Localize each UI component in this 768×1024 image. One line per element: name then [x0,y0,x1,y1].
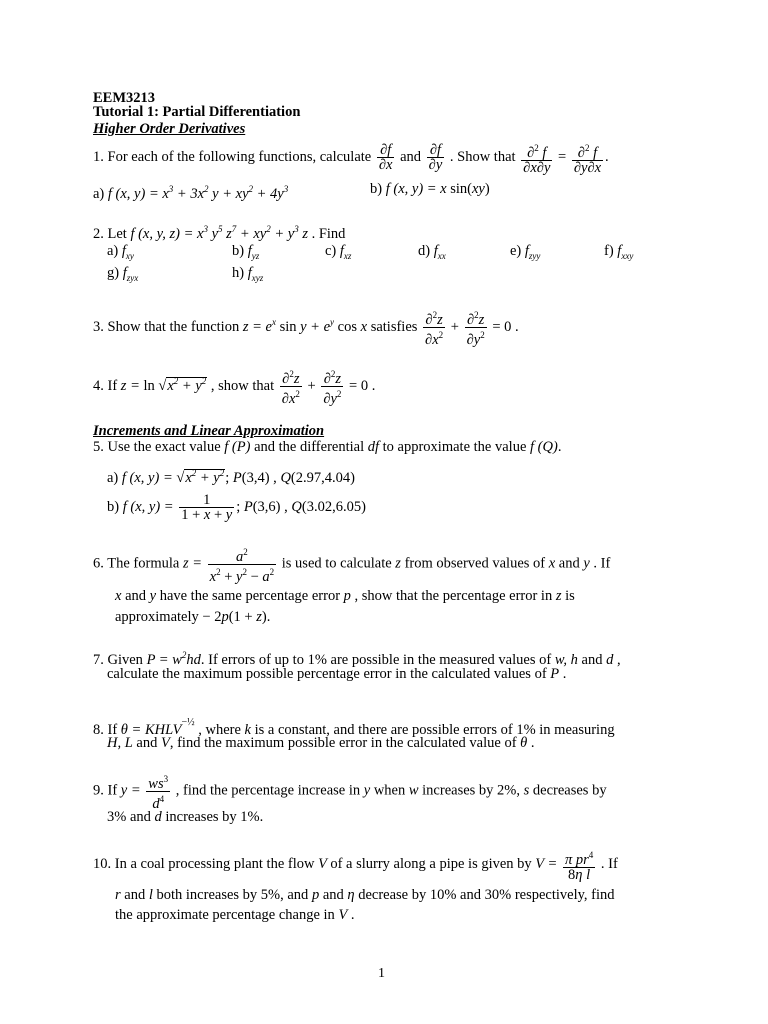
q1-show: . Show that [449,149,516,165]
q1a-label: a) [93,185,105,202]
q9-when: when [373,782,406,799]
q7-text: 7. Given [93,651,143,668]
q5-end: to approximate the value [382,439,527,455]
q10-if: . If [600,856,618,872]
q10-rest: of a slurry along a pipe is given by [330,856,532,872]
q5-text: 5. Use the exact value [93,439,221,455]
section-heading-higher-order: Higher Order Derivatives [93,121,246,137]
section-heading-increments: Increments and Linear Approximation [93,423,325,439]
q2e-label: e) [510,243,522,259]
question-4: 4. If $z = \ln √x^2 + y^2$ , show that $\frac{\partial^2z}{\partial x^2}$ + $\frac{\partial^2z}{\partial y^2}$ = 0 . [93,369,376,407]
q5a-label: a) [107,469,119,486]
q8-rest: , where [198,722,241,738]
q6-line2a: and [125,588,146,604]
q1-and: and [400,149,422,165]
q9-rest2: increases by 2%, [422,782,520,799]
question-7-line2: calculate the maximum possible percentage error in the calculated values of P . [107,666,567,682]
question-2: 2. Let f (x, y, $z) = x^3$ $y^5$ $z^7 + xy^2 + y^3$ z . Find [93,224,346,242]
q6-if: . If [593,555,611,572]
q4-show: , show that [210,377,275,394]
q10-line2: both increases by 5%, and [156,887,309,903]
q2-part-c: c) $f_{xz}$ [325,243,352,261]
question-1: 1. For each of the following functions, calculate $\frac{\partial f}{\partial x}$ and $\frac{\partial f}{\partial y}$ . Show that $\frac{\partial^2 f}{\partial x\partial y}$ = $\frac{\partial^2 f}{\partial y\partial x}$ . [93,142,609,176]
q5b-label: b) [107,499,120,515]
question-10: 10. In a coal processing plant the flow V of a slurry along a pipe is given by V = $\frac{\pi pr^4}{\text{8η l}}$ . If [93,849,618,883]
q9-text: 9. If [93,782,118,799]
question-1b: b) f (x, y) = x sin(xy) [370,181,490,197]
question-8: 8. If $\theta = KHLV^{-\frac{1}{2}}$ , where k is a constant, and there are possible errors of 1% in measuring [93,717,615,738]
q2c-label: c) [325,243,337,259]
q2-find: . Find [311,225,346,242]
q6-line2d: is [565,588,575,604]
q6-line2c: , show that the percentage error in [354,588,553,604]
page-title: Tutorial 1: Partial Differentiation [93,104,301,120]
q6-text: 6. The formula [93,555,180,572]
q2h-label: h) [232,265,245,281]
question-3: 3. Show that the function $z = e^x$ $\sin y + e^y$ cos x satisfies $\frac{\partial^2z}{\partial x^2}$ + $\frac{\partial^2z}{\partial y^2}$ = 0 . [93,310,519,348]
q7-line2: calculate the maximum possible percentage error in the calculated values of [107,666,547,682]
q6-rest: is used to calculate [281,555,392,572]
q10-line2b: decrease by 10% and 30% respectively, find [358,887,615,903]
q9-line2b: increases by 1%. [165,809,264,825]
q8-line2: find the maximum possible error in the calculated value of [177,735,517,751]
q2f-label: f) [604,243,614,259]
question-1a: a) f (x, $y) = x^3 + 3x^2$ $y + xy^2 + 4y^3$ [93,184,289,202]
q6-line2b: have the same percentage error [159,588,341,604]
q2-part-b: b) $f_{yz}$ [232,243,260,261]
q2-part-f: f) $f_{xxy}$ [604,243,634,261]
q5-mid: and the differential [254,439,365,455]
question-9-line2: 3% and d increases by 1%. [107,809,264,825]
question-7: 7. Given $P = w^2hd$. If errors of up to 1% are possible in the measured values of w, h and d , [93,650,621,668]
q2-part-h: h) $f_{xyz}$ [232,265,264,283]
q10-text: 10. In a coal processing plant the flow [93,856,315,872]
q7-rest: . If errors of up to 1% are possible in the measured values of [200,651,552,668]
q8-rest2: is a constant, and there are possible errors of 1% in measuring [254,722,615,738]
q2g-label: g) [107,265,120,281]
question-5b: b) f (x, y) = $\frac{1}{1 + x + y}$ ; P(3,6) , Q(3.02,6.05) [107,492,366,524]
q2-text: 2. Let [93,225,127,242]
q9-rest: , find the percentage increase in [175,782,361,799]
q4-text: 4. If [93,377,118,394]
question-8-line2: H, L and V, find the maximum possible error in the calculated value of θ . [107,735,535,751]
q2d-label: d) [418,243,431,259]
q8-text: 8. If [93,722,118,738]
question-10-line2: r and l both increases by 5%, and p and η decrease by 10% and 30% respectively, find [115,887,615,903]
page-number: 1 [378,966,385,981]
question-6: 6. The formula z = $\frac{a^2}{x^2 + y^2 - a^2}$ is used to calculate z from observed values of x and y . If [93,547,611,585]
q6-line3: approximately [115,609,199,625]
q3-text: 3. Show that the function [93,318,240,335]
q2-part-d: d) $f_{xx}$ [418,243,446,261]
q6-rest2: from observed values of [404,555,546,572]
q2-part-e: e) $f_{zyy}$ [510,243,541,261]
q9-line2: 3% and [107,809,151,825]
question-9: 9. If y = $\frac{ws^3}{d^4}$ , find the percentage increase in y when w increases by 2%, s decreases by [93,774,607,812]
course-code: EEM3213 [93,90,156,106]
q2b-label: b) [232,243,245,259]
q10-line3: the approximate percentage change in [115,907,335,923]
question-6-line2: x and y have the same percentage error p , show that the percentage error in z is [115,588,575,604]
q3-satisfies: satisfies [370,318,418,335]
question-6-line3: approximately − 2p(1 + z). [115,609,271,625]
question-10-line3: the approximate percentage change in V . [115,907,355,923]
q2-part-g: g) $f_{zyx}$ [107,265,139,283]
q9-rest3: decreases by [532,782,607,799]
q2-part-a: a) $f_{xy}$ [107,243,134,261]
q2a-label: a) [107,243,119,259]
question-5a: a) f (x, $y) = √x^2 + y^2$; P(3,4) , Q(2.97,4.04) [107,468,355,486]
question-5: 5. Use the exact value f (P) and the differential df to approximate the value f (Q). [93,439,562,455]
q1b-label: b) [370,181,383,197]
q6-and: and [558,555,580,572]
q1-text: 1. For each of the following functions, calculate [93,149,372,165]
